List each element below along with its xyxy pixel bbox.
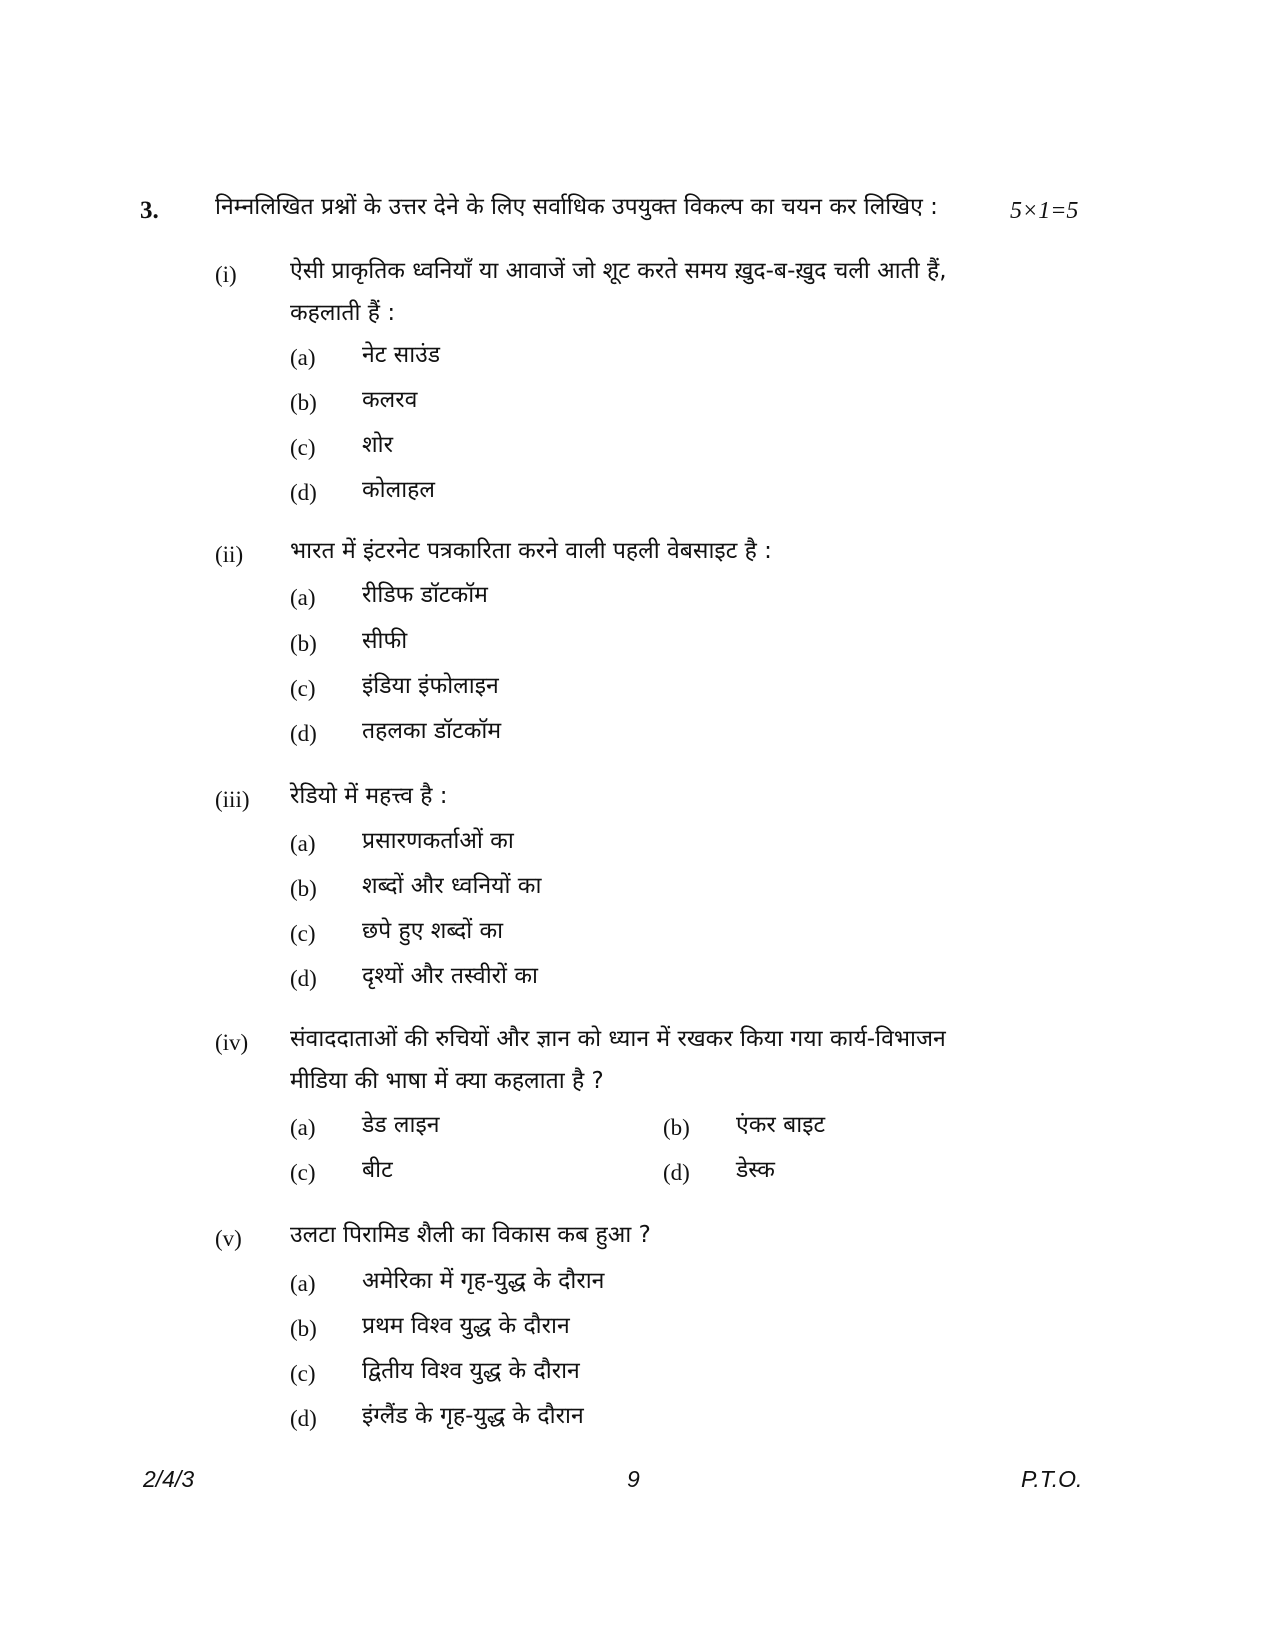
page-number: 9 (627, 1466, 640, 1492)
subquestion-label: (iii) (215, 787, 250, 812)
option-label: (b) (290, 390, 317, 415)
option-text: इंग्लैंड के गृह-युद्ध के दौरान (362, 1403, 584, 1429)
option-text: इंडिया इंफोलाइन (362, 673, 499, 699)
option-text: प्रसारणकर्ताओं का (362, 828, 514, 854)
option-label: (d) (290, 480, 317, 505)
option-text: दृश्यों और तस्वीरों का (362, 963, 538, 989)
subquestion-text: ऐसी प्राकृतिक ध्वनियाँ या आवाजें जो शूट करते समय ख़ुद-ब-ख़ुद चली आती हैं, (290, 258, 947, 284)
option-text: रीडिफ डॉटकॉम (362, 582, 488, 608)
subquestion-text: भारत में इंटरनेट पत्रकारिता करने वाली पहली वेबसाइट है : (290, 538, 772, 564)
question-instruction: निम्नलिखित प्रश्नों के उत्तर देने के लिए सर्वाधिक उपयुक्त विकल्प का चयन कर लिखिए : (215, 194, 938, 220)
option-text: प्रथम विश्व युद्ध के दौरान (362, 1313, 570, 1339)
subquestion-label: (i) (215, 262, 237, 287)
option-label: (c) (290, 1361, 316, 1386)
option-text: बीट (362, 1157, 393, 1183)
question-number: 3. (140, 197, 159, 224)
option-label: (a) (290, 831, 316, 856)
subquestion-label: (v) (215, 1226, 242, 1251)
option-label: (a) (290, 1115, 316, 1140)
option-label: (b) (290, 1316, 317, 1341)
subquestion-text-continued: कहलाती हैं : (290, 300, 396, 326)
paper-code: 2/4/3 (143, 1466, 195, 1492)
subquestion-label: (ii) (215, 542, 244, 567)
subquestion-text: उलटा पिरामिड शैली का विकास कब हुआ ? (290, 1222, 651, 1248)
option-label: (b) (663, 1115, 690, 1140)
option-text: तहलका डॉटकॉम (362, 718, 502, 744)
subquestion-text: रेडियो में महत्त्व है : (290, 783, 448, 809)
option-label: (a) (290, 1271, 316, 1296)
question-marks: 5×1=5 (1010, 198, 1079, 224)
option-text: छपे हुए शब्दों का (362, 918, 504, 944)
option-text: एंकर बाइट (736, 1112, 826, 1138)
option-label: (d) (663, 1160, 690, 1185)
option-label: (c) (290, 1160, 316, 1185)
option-text: द्वितीय विश्व युद्ध के दौरान (362, 1358, 580, 1384)
please-turn-over: P.T.O. (1021, 1466, 1083, 1492)
option-text: कोलाहल (362, 477, 435, 503)
option-text: डेस्क (736, 1157, 775, 1183)
option-label: (a) (290, 585, 316, 610)
option-label: (d) (290, 966, 317, 991)
option-text: डेड लाइन (362, 1112, 440, 1138)
option-label: (d) (290, 721, 317, 746)
option-label: (b) (290, 631, 317, 656)
option-label: (c) (290, 921, 316, 946)
option-label: (b) (290, 876, 317, 901)
option-label: (c) (290, 676, 316, 701)
subquestion-label: (iv) (215, 1030, 249, 1055)
subquestion-text-continued: मीडिया की भाषा में क्या कहलाता है ? (290, 1068, 604, 1094)
option-text: कलरव (362, 387, 418, 413)
option-text: अमेरिका में गृह-युद्ध के दौरान (362, 1268, 605, 1294)
option-label: (c) (290, 435, 316, 460)
option-label: (a) (290, 345, 316, 370)
option-text: सीफी (362, 628, 408, 654)
option-text: शब्दों और ध्वनियों का (362, 873, 542, 899)
option-text: नेट साउंड (362, 342, 441, 368)
option-text: शोर (362, 432, 394, 458)
option-label: (d) (290, 1406, 317, 1431)
subquestion-text: संवाददाताओं की रुचियों और ज्ञान को ध्यान में रखकर किया गया कार्य-विभाजन (290, 1026, 946, 1052)
